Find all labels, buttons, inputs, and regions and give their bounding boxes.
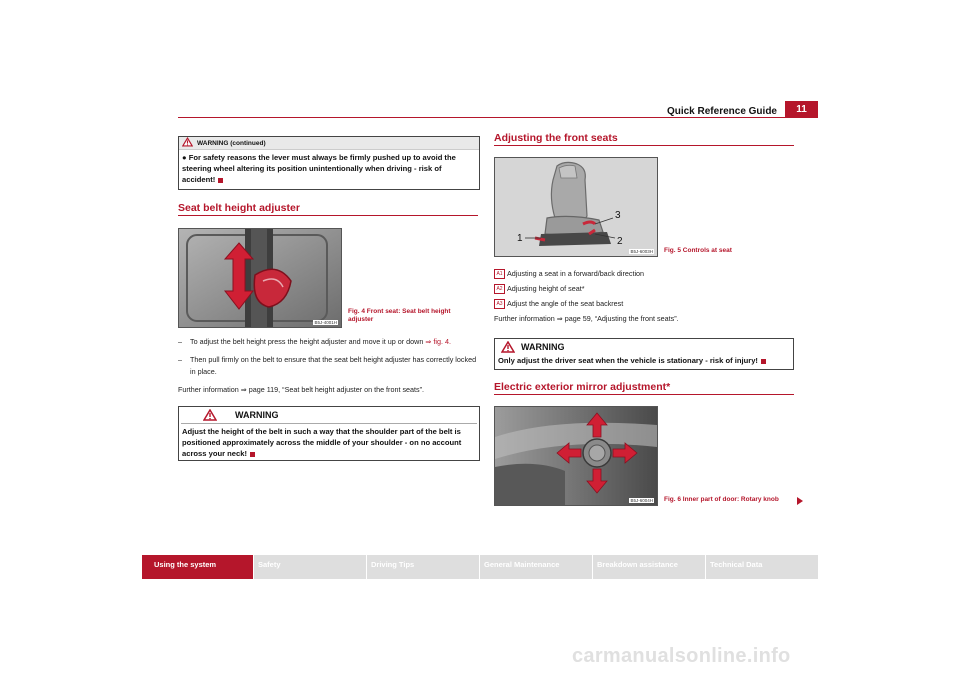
footer-separator: [366, 555, 367, 579]
warning-label-seat: WARNING: [521, 342, 565, 352]
page-number: 11: [785, 101, 818, 118]
end-marker-icon: [218, 178, 223, 183]
end-marker-icon: [250, 452, 255, 457]
belt-further-info: Further information ⇒ page 119, “Seat belt height adjuster on the front seats”.: [178, 385, 425, 394]
belt-step-2: [178, 354, 480, 378]
seat-list-item: [494, 298, 794, 310]
seat-item-text: Adjust the angle of the seat backrest: [507, 299, 624, 308]
warning-label-belt: WARNING: [235, 410, 279, 420]
footer-separator: [253, 555, 254, 579]
warning-icon: [182, 137, 193, 147]
warning-head-belt: [179, 407, 479, 423]
warning-continued-box: [178, 136, 480, 190]
fig-4-link[interactable]: ⇒ fig. 4.: [425, 337, 451, 346]
step-dash: –: [178, 337, 182, 346]
seat-further-info: Further information ⇒ page 59, “Adjusting the front seats”.: [494, 314, 679, 323]
belt-step-1-text: To adjust the belt height press the height adjuster and move it up or down: [190, 337, 426, 346]
warning-icon: [501, 341, 515, 353]
figure-caption-mirror: Fig. 6 Inner part of door: Rotary knob: [664, 496, 779, 503]
step-dash: –: [178, 355, 182, 364]
footer-separator: [479, 555, 480, 579]
footer-separator: [705, 555, 706, 579]
section-rule-mirror: [494, 394, 794, 395]
callout-2: 2: [617, 236, 623, 247]
seat-list: [494, 268, 794, 325]
footer-tab-driving-tips[interactable]: Driving Tips: [371, 560, 415, 569]
seat-list-item: [494, 283, 794, 295]
warning-text-belt: Adjust the height of the belt in such a way that the shoulder part of the belt is positioned approximately across the middle of your shoulder - on no account across your neck!: [182, 427, 462, 458]
belt-step-1: [178, 336, 480, 348]
continue-arrow-icon: [796, 496, 804, 506]
figure-belt-adjuster: [178, 228, 342, 328]
figure-caption-belt: Fig. 4 Front seat: Seat belt height adjuster: [348, 308, 451, 323]
callout-badge: A2: [494, 284, 505, 294]
footer-separator: [592, 555, 593, 579]
seat-illustration: [495, 158, 657, 256]
belt-steps: [178, 336, 480, 396]
mirror-knob-illustration: [495, 407, 657, 505]
footer-tab-general-maintenance[interactable]: General Maintenance: [484, 560, 560, 569]
footer-tab-using-the-system[interactable]: Using the system: [154, 560, 217, 569]
bullet-icon: ●: [182, 153, 189, 162]
end-marker-icon: [761, 359, 766, 364]
warning-continued-bar: [179, 137, 479, 150]
section-rule-belt: [178, 215, 478, 216]
footer-tab-breakdown-assistance[interactable]: Breakdown assistance: [597, 560, 678, 569]
figure-code-belt: B5J-4001H: [314, 320, 337, 325]
figure-caption-seat: Fig. 5 Controls at seat: [664, 247, 732, 254]
section-rule-seat: [494, 145, 794, 146]
section-title-belt: Seat belt height adjuster: [178, 202, 300, 214]
watermark: carmanualsonline.info: [572, 645, 791, 667]
section-title-seat: Adjusting the front seats: [494, 132, 618, 144]
callout-badge: A3: [494, 299, 505, 309]
belt-adjuster-illustration: [179, 229, 341, 327]
figure-code-seat: B5J-6003H: [630, 249, 653, 254]
warning-head-seat: [495, 339, 793, 355]
callout-3: 3: [615, 210, 621, 221]
warning-continued-body: [179, 150, 479, 188]
warning-body-belt: [179, 424, 479, 462]
running-header-title: Quick Reference Guide: [666, 106, 777, 117]
warning-continued-text: For safety reasons the lever must always be firmly pushed up to avoid the steering wheel altering its position unintentionally when driving - risk of accident!: [182, 153, 456, 184]
figure-mirror-knob: [494, 406, 658, 506]
section-title-mirror: Electric exterior mirror adjustment*: [494, 381, 671, 393]
figure-code-mirror: B5J-6004H: [630, 498, 653, 503]
header-rule: [178, 117, 788, 118]
belt-step-2-text: Then pull firmly on the belt to ensure that the seat belt height adjuster has correctly locked in place.: [190, 355, 477, 376]
seat-item-text: Adjusting a seat in a forward/back direction: [507, 269, 645, 278]
warning-continued-label: WARNING (continued): [197, 140, 266, 147]
warning-icon: [203, 409, 217, 421]
warning-box-seat: [494, 338, 794, 370]
footer-tab-technical-data[interactable]: Technical Data: [710, 560, 763, 569]
warning-body-seat: [495, 355, 793, 369]
seat-item-text: Adjusting height of seat*: [507, 284, 585, 293]
warning-box-belt: [178, 406, 480, 461]
warning-text-seat: Only adjust the driver seat when the vehicle is stationary - risk of injury!: [498, 356, 758, 365]
footer-tab-safety[interactable]: Safety: [258, 560, 281, 569]
callout-badge: A1: [494, 269, 505, 279]
callout-1: 1: [517, 233, 523, 244]
seat-list-item: [494, 268, 794, 280]
figure-seat-controls: [494, 157, 658, 257]
